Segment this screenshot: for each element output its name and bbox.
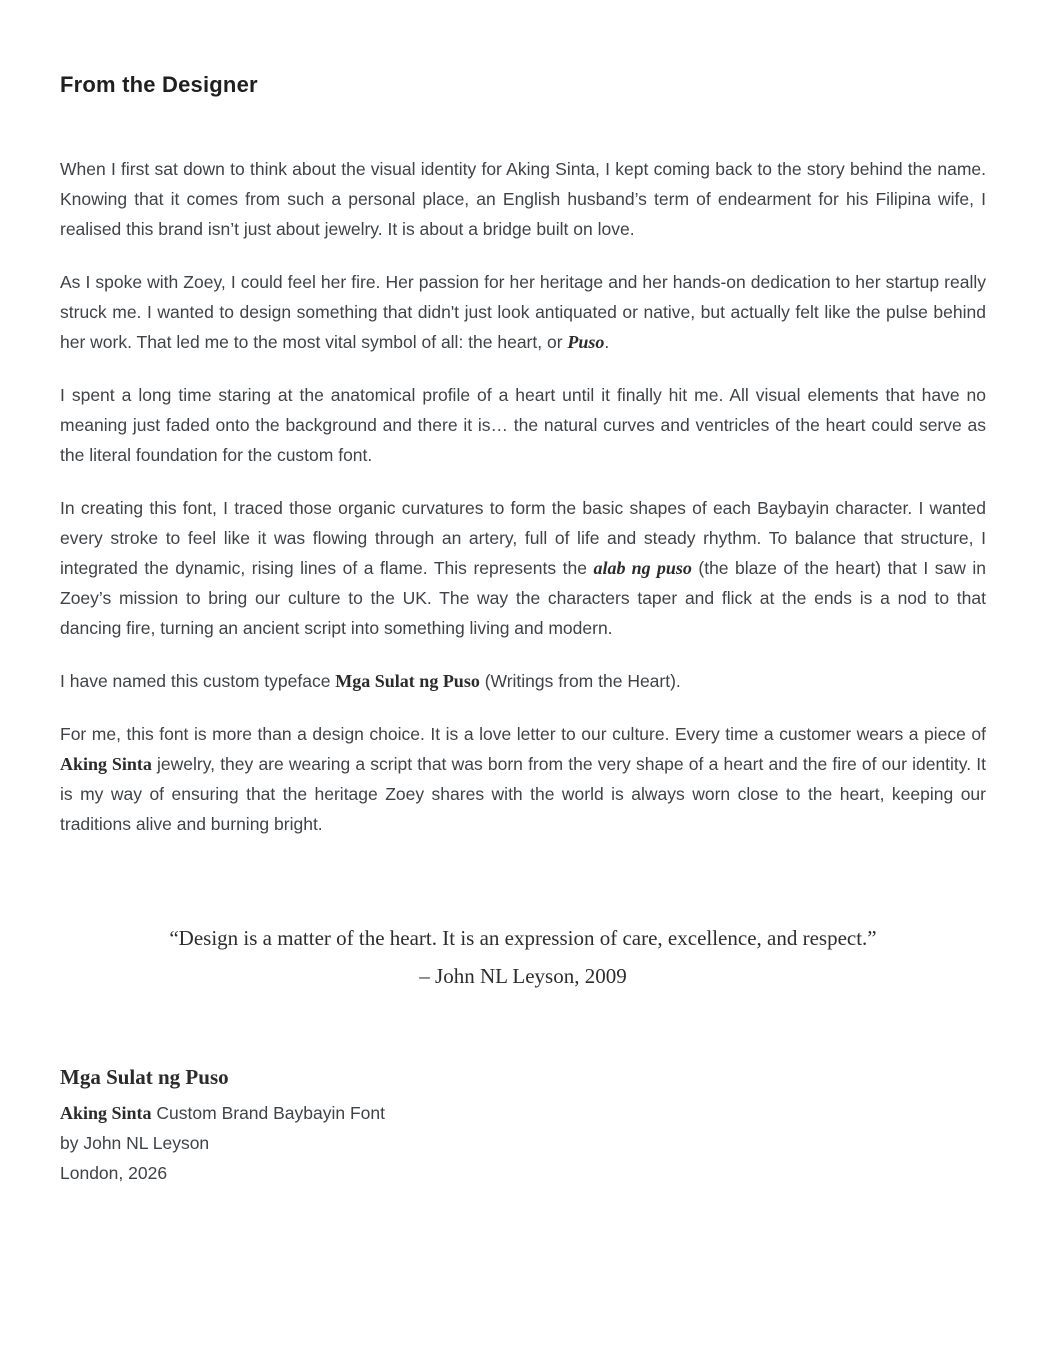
letter-body xyxy=(60,154,986,839)
paragraph-text: As I spoke with Zoey, I could feel her fire. Her passion for her heritage and her hands-on dedication to her startup really struck me. I wanted to design something that didn't just look antiquated or native, but actually felt like the pulse behind her work. That led me to the most vital symbol of all: the heart, or xyxy=(60,272,986,352)
paragraph-emphasis: Aking Sinta xyxy=(60,754,152,774)
paragraph-text: (the blaze of the heart) that I saw in Zoey’s mission to bring our culture to the UK. The way the characters taper and flick at the ends is a nod to that dancing fire, turning an ancient script into something living and modern. xyxy=(60,558,986,638)
paragraph-text: For me, this font is more than a design choice. It is a love letter to our culture. Every time a customer wears a piece of xyxy=(60,724,986,744)
paragraph-text: I have named this custom typeface xyxy=(60,671,336,691)
letter-paragraph xyxy=(60,380,986,470)
paragraph-text: . xyxy=(604,332,610,352)
signature-subtitle xyxy=(60,1098,986,1128)
pull-quote xyxy=(60,919,986,995)
letter-paragraph xyxy=(60,719,986,839)
paragraph-emphasis: Puso xyxy=(567,332,605,352)
paragraph-text: (Writings from the Heart). xyxy=(479,671,681,691)
signature-location: London, 2026 xyxy=(60,1163,168,1183)
paragraph-text: In creating this font, I traced those organic curvatures to form the basic shapes of each Baybayin character. I wanted every stroke to feel like it was flowing through an artery, full of life and steady rhythm. To balance that structure, I integrated the dynamic, rising lines of a flame. This represents the xyxy=(60,498,986,578)
paragraph-emphasis: Mga Sulat ng Puso xyxy=(335,671,480,691)
signature-title: Mga Sulat ng Puso xyxy=(60,1065,229,1089)
quote-text: “Design is a matter of the heart. It is an expression of care, excellence, and respect.” xyxy=(169,926,877,950)
signature-brand-name: Aking Sinta xyxy=(60,1103,152,1123)
signature-subtitle-text: Custom Brand Baybayin Font xyxy=(151,1103,385,1123)
page-title: From the Designer xyxy=(60,72,258,97)
letter-paragraph xyxy=(60,154,986,244)
paragraph-text: When I first sat down to think about the visual identity for Aking Sinta, I kept coming back to the story behind the name. Knowing that it comes from such a personal place, an English husband’s term of endearment for his Filipina wife, I realised this brand isn’t just about jewelry. It is about a bridge built on love. xyxy=(60,159,986,239)
quote-attribution: – John NL Leyson, 2009 xyxy=(419,964,627,988)
letter-paragraph xyxy=(60,666,986,696)
paragraph-emphasis: alab ng puso xyxy=(593,558,692,578)
signature-block xyxy=(60,1065,986,1188)
paragraph-text: I spent a long time staring at the anatomical profile of a heart until it finally hit me. All visual elements that have no meaning just faded onto the background and there it is… the natural curves and ventricles of the heart could serve as the literal foundation for the custom font. xyxy=(60,385,986,465)
letter-paragraph xyxy=(60,267,986,357)
paragraph-text: jewelry, they are wearing a script that was born from the very shape of a heart and the fire of our identity. It is my way of ensuring that the heritage Zoey shares with the world is always worn close to the heart, keeping our traditions alive and burning bright. xyxy=(60,754,986,834)
signature-author: by John NL Leyson xyxy=(60,1133,210,1153)
letter-paragraph xyxy=(60,493,986,643)
